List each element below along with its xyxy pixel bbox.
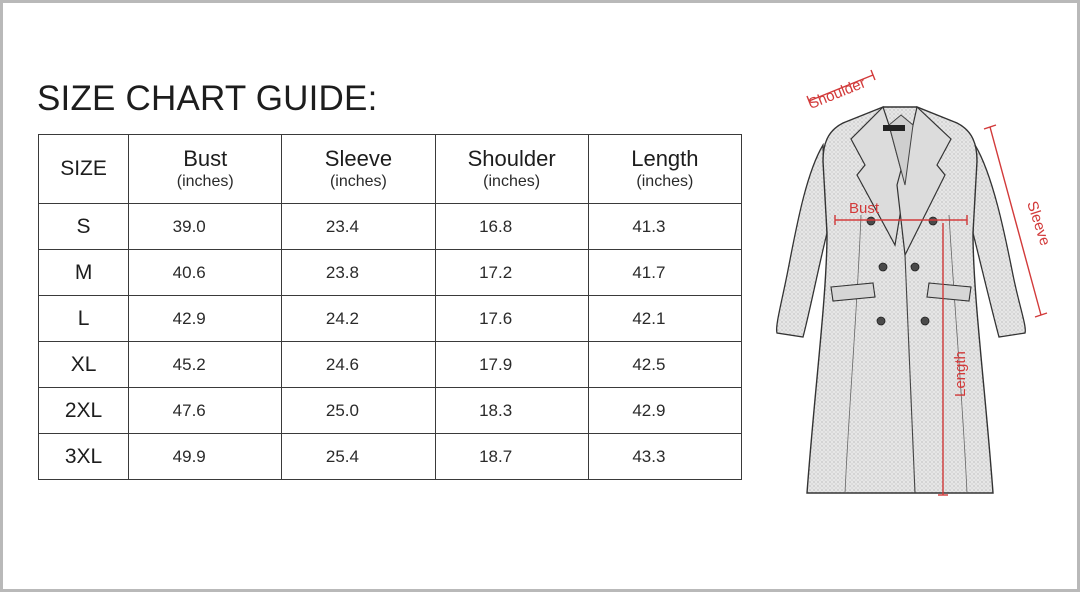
sleeve-cell bbox=[282, 250, 435, 296]
header-sleeve bbox=[282, 135, 435, 204]
sleeve-value: 25.4 bbox=[325, 446, 359, 466]
header-bust-label: Bust bbox=[183, 146, 228, 171]
header-shoulder bbox=[435, 135, 588, 204]
bust-cell bbox=[129, 434, 282, 480]
shoulder-value: 18.7 bbox=[479, 446, 513, 466]
length-label: Length bbox=[952, 351, 969, 397]
table-header-row bbox=[39, 135, 742, 204]
length-cell bbox=[588, 296, 741, 342]
header-sleeve-label: Sleeve bbox=[324, 146, 393, 171]
header-bust-unit: (inches) bbox=[176, 173, 234, 190]
header-size-label: SIZE bbox=[60, 157, 107, 180]
shoulder-label: Shoulder bbox=[806, 74, 869, 113]
shoulder-cell bbox=[435, 342, 588, 388]
coat-right-sleeve bbox=[973, 145, 1025, 337]
shoulder-value: 16.8 bbox=[479, 216, 513, 236]
coat-illustration bbox=[765, 65, 1065, 505]
size-cell: L bbox=[39, 296, 129, 342]
table-row bbox=[39, 296, 742, 342]
length-cell bbox=[588, 250, 741, 296]
shoulder-value: 18.3 bbox=[479, 400, 513, 420]
sleeve-label: Sleeve bbox=[1023, 198, 1054, 248]
shoulder-value: 17.2 bbox=[479, 262, 513, 282]
bust-cell bbox=[129, 342, 282, 388]
sleeve-value: 23.4 bbox=[325, 216, 359, 236]
length-value: 42.9 bbox=[632, 400, 666, 420]
size-cell: 3XL bbox=[39, 434, 129, 480]
length-value: 41.3 bbox=[632, 216, 666, 236]
length-cell bbox=[588, 204, 741, 250]
table-row bbox=[39, 342, 742, 388]
shoulder-value: 17.9 bbox=[479, 354, 513, 374]
sleeve-value: 24.2 bbox=[325, 308, 359, 328]
bust-value: 40.6 bbox=[172, 262, 206, 282]
bust-value: 45.2 bbox=[172, 354, 206, 374]
shoulder-cell bbox=[435, 434, 588, 480]
shoulder-cell bbox=[435, 296, 588, 342]
size-cell: M bbox=[39, 250, 129, 296]
header-size bbox=[39, 135, 129, 204]
coat-left-sleeve bbox=[777, 145, 827, 337]
sleeve-cell bbox=[282, 342, 435, 388]
bust-cell bbox=[129, 250, 282, 296]
size-cell: 2XL bbox=[39, 388, 129, 434]
table-row bbox=[39, 250, 742, 296]
size-cell: S bbox=[39, 204, 129, 250]
table-row bbox=[39, 204, 742, 250]
length-cell bbox=[588, 388, 741, 434]
header-shoulder-label: Shoulder bbox=[467, 146, 556, 171]
page-title: SIZE CHART GUIDE: bbox=[37, 79, 378, 118]
header-sleeve-unit: (inches) bbox=[329, 173, 387, 190]
bust-value: 49.9 bbox=[172, 446, 206, 466]
length-cell bbox=[588, 342, 741, 388]
size-chart-table bbox=[38, 134, 742, 480]
sleeve-cell bbox=[282, 204, 435, 250]
shoulder-cell bbox=[435, 204, 588, 250]
length-value: 41.7 bbox=[632, 262, 666, 282]
length-value: 42.1 bbox=[632, 308, 666, 328]
sleeve-value: 25.0 bbox=[325, 400, 359, 420]
table-row bbox=[39, 388, 742, 434]
sleeve-cell bbox=[282, 434, 435, 480]
bust-label: Bust bbox=[849, 200, 880, 217]
shoulder-cell bbox=[435, 250, 588, 296]
sleeve-cell bbox=[282, 296, 435, 342]
table-row bbox=[39, 434, 742, 480]
coat-label-tag bbox=[883, 125, 905, 131]
header-length-label: Length bbox=[631, 146, 699, 171]
bust-cell bbox=[129, 296, 282, 342]
sleeve-value: 23.8 bbox=[325, 262, 359, 282]
sleeve-value: 24.6 bbox=[325, 354, 359, 374]
bust-value: 42.9 bbox=[172, 308, 206, 328]
length-cell bbox=[588, 434, 741, 480]
header-length bbox=[588, 135, 741, 204]
header-length-unit: (inches) bbox=[636, 173, 694, 190]
header-shoulder-unit: (inches) bbox=[483, 173, 541, 190]
length-value: 42.5 bbox=[632, 354, 666, 374]
coat-measurement-diagram bbox=[765, 65, 1065, 505]
shoulder-value: 17.6 bbox=[479, 308, 513, 328]
shoulder-cell bbox=[435, 388, 588, 434]
size-cell: XL bbox=[39, 342, 129, 388]
sleeve-cell bbox=[282, 388, 435, 434]
bust-cell bbox=[129, 388, 282, 434]
header-bust bbox=[129, 135, 282, 204]
length-value: 43.3 bbox=[632, 446, 666, 466]
bust-value: 39.0 bbox=[172, 216, 206, 236]
bust-value: 47.6 bbox=[172, 400, 206, 420]
bust-cell bbox=[129, 204, 282, 250]
